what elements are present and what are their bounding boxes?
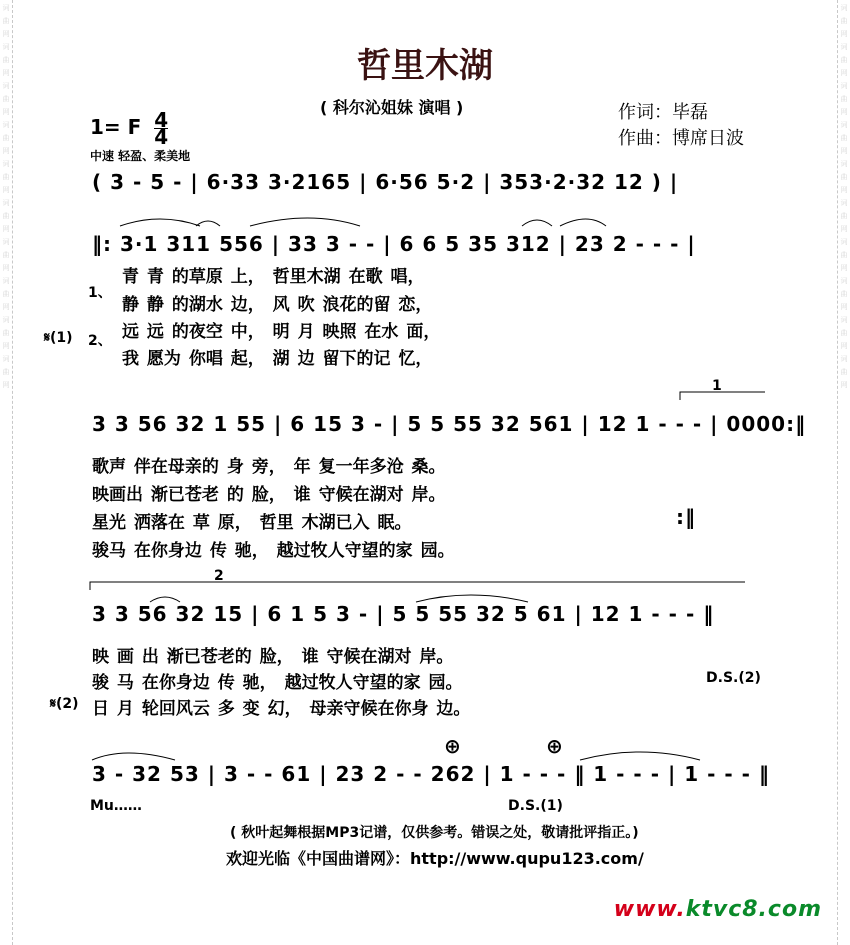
lyric-b3-l2: 骏 马 在你身边 传 驰， 越过牧人守望的家 园。: [92, 673, 463, 693]
key-signature: [90, 108, 169, 149]
segno-1: 𝄋(1): [44, 330, 73, 346]
lyric-b2-l1: 歌声 伴在母亲的 身 旁， 年 复一年多沧 桑。: [92, 457, 446, 477]
lyric-b3-l1: 映 画 出 渐已苍老的 脸， 谁 守候在湖对 岸。: [92, 647, 454, 667]
lyric-b3-l3: 日 月 轮回风云 多 变 幻， 母亲守候在你身 边。: [92, 699, 471, 719]
tempo-marking: 中速 轻盈、柔美地: [90, 149, 191, 163]
side-watermark-char: 曲: [2, 368, 10, 376]
side-watermark-char: 词: [840, 82, 848, 90]
verse2-label: 2、: [88, 333, 112, 349]
line1-notes: ‖: 3·1 311 556 | 33 3 - - | 6 6 5 35 312 | 23 2 - - - |: [92, 232, 696, 256]
watermark-domain: ktvc8.com: [685, 897, 822, 922]
side-watermark-char: 网: [2, 381, 10, 389]
volta-2-label: 2: [214, 568, 224, 584]
side-watermark-char: 网: [2, 186, 10, 194]
side-watermark-char: 网: [2, 108, 10, 116]
side-watermark-char: 曲: [840, 95, 848, 103]
side-watermark-char: 曲: [840, 212, 848, 220]
lyricist: 作词：毕磊: [618, 102, 708, 123]
coda-sign-1: ⊕: [444, 734, 462, 758]
line2-notes: 3 3 56 32 1 55 | 6 15 3 - | 5 5 55 32 561 | 12 1 - - - | 0000:‖: [92, 412, 807, 436]
side-watermark-char: 曲: [2, 95, 10, 103]
mu-lyric: Mu……: [90, 798, 142, 814]
side-watermark-char: 曲: [840, 290, 848, 298]
time-signature: [154, 108, 169, 149]
welcome-line: 欢迎光临《中国曲谱网》：http://www.qupu123.com/: [226, 849, 644, 868]
side-watermark-char: 词: [2, 121, 10, 129]
lyric-b2-l4: 骏马 在你身边 传 驰， 越过牧人守望的家 园。: [92, 541, 455, 561]
side-watermark-char: 网: [840, 69, 848, 77]
side-watermark-char: 网: [2, 225, 10, 233]
intro-notes: ( 3 - 5 - | 6·33 3·2165 | 6·56 5·2 | 353·2·32 12 ) |: [92, 170, 679, 194]
lyric-b1-l3: 远 远 的夜空 中， 明 月 映照 在水 面，: [122, 322, 441, 342]
side-watermark-char: 网: [840, 30, 848, 38]
side-watermark-char: 网: [2, 342, 10, 350]
side-watermark-char: 曲: [840, 251, 848, 259]
side-watermark-char: 曲: [2, 173, 10, 181]
composer: 作曲：博席日波: [618, 128, 744, 149]
side-watermark-char: 网: [840, 303, 848, 311]
side-watermark-char: 词: [2, 43, 10, 51]
side-watermark-char: 网: [2, 264, 10, 272]
lyric-b2-l3: 星光 洒落在 草 原， 哲里 木湖已入 眠。: [92, 513, 412, 533]
side-watermark-char: 词: [840, 355, 848, 363]
key-label: 1= F: [90, 115, 142, 139]
coda-sign-2: ⊕: [546, 734, 564, 758]
side-watermark-char: 网: [840, 342, 848, 350]
side-watermark-char: 曲: [840, 368, 848, 376]
side-watermark-char: 网: [840, 147, 848, 155]
side-watermark-char: 词: [2, 160, 10, 168]
side-watermark-char: 词: [2, 82, 10, 90]
ds-1: D.S.(1): [508, 798, 563, 814]
lyric-b1-l1: 青 青 的草原 上， 哲里木湖 在歌 唱，: [122, 267, 425, 287]
performer: ( 科尔沁姐妹 演唱 ): [320, 98, 464, 117]
lyric-b2-l2: 映画出 渐已苍老 的 脸， 谁 守候在湖对 岸。: [92, 485, 446, 505]
side-watermark-char: 词: [840, 277, 848, 285]
side-watermark-char: 词: [840, 199, 848, 207]
time-sig-bottom: 4: [154, 125, 169, 149]
side-watermark-char: 曲: [2, 290, 10, 298]
side-watermark-char: 网: [840, 186, 848, 194]
site-watermark: [614, 897, 822, 922]
song-title: 哲里木湖: [357, 46, 493, 86]
side-watermark-char: 曲: [2, 212, 10, 220]
side-watermark-char: 词: [2, 277, 10, 285]
side-watermark-char: 网: [840, 381, 848, 389]
side-watermark-char: 曲: [840, 17, 848, 25]
side-watermark-char: 曲: [2, 251, 10, 259]
volta-1-label: 1: [712, 378, 722, 394]
side-watermark-char: 网: [2, 69, 10, 77]
transcription-note: ( 秋叶起舞根据MP3记谱，仅供参考。错误之处，敬请批评指正。): [230, 825, 639, 841]
time-sig-top: 4: [154, 108, 169, 132]
side-watermark-char: 词: [2, 355, 10, 363]
ds-2: D.S.(2): [706, 670, 761, 686]
lyric-b1-l2: 静 静 的湖水 边， 风 吹 浪花的留 恋，: [122, 295, 433, 315]
side-watermark-char: 曲: [840, 134, 848, 142]
side-watermark-char: 曲: [840, 173, 848, 181]
line3-notes: 3 3 56 32 15 | 6 1 5 3 - | 5 5 55 32 5 61 | 12 1 - - - ‖: [92, 602, 715, 626]
side-watermark-char: 网: [2, 147, 10, 155]
side-watermark-char: 词: [2, 238, 10, 246]
side-watermark-char: 词: [840, 238, 848, 246]
side-watermark-char: 曲: [2, 17, 10, 25]
lyric-b1-l4: 我 愿为 你唱 起， 湖 边 留下的记 忆，: [122, 349, 433, 369]
side-watermark-char: 曲: [2, 134, 10, 142]
watermark-prefix: www.: [613, 897, 686, 922]
side-watermark-char: 词: [840, 4, 848, 12]
side-watermark-char: 网: [2, 30, 10, 38]
side-watermark-char: 曲: [840, 56, 848, 64]
side-watermark-char: 网: [840, 225, 848, 233]
line4-notes: 3 - 32 53 | 3 - - 61 | 23 2 - - 262 | 1 - - - ‖ 1 - - - | 1 - - - ‖: [92, 762, 770, 786]
side-watermark-char: 曲: [2, 56, 10, 64]
side-watermark-char: 词: [2, 199, 10, 207]
segno-2: 𝄋(2): [50, 696, 79, 712]
side-watermark-char: 曲: [2, 329, 10, 337]
side-watermark-char: 网: [2, 303, 10, 311]
side-watermark-char: 词: [840, 160, 848, 168]
verse1-label: 1、: [88, 285, 112, 301]
side-watermark-char: 曲: [840, 329, 848, 337]
side-watermark-char: 网: [840, 108, 848, 116]
side-watermark-char: 词: [840, 43, 848, 51]
repeat-end-mark: :‖: [676, 505, 696, 529]
side-watermark-char: 词: [2, 316, 10, 324]
side-watermark-char: 词: [840, 121, 848, 129]
side-watermark-char: 词: [2, 4, 10, 12]
side-watermark-char: 词: [840, 316, 848, 324]
side-watermark-char: 网: [840, 264, 848, 272]
